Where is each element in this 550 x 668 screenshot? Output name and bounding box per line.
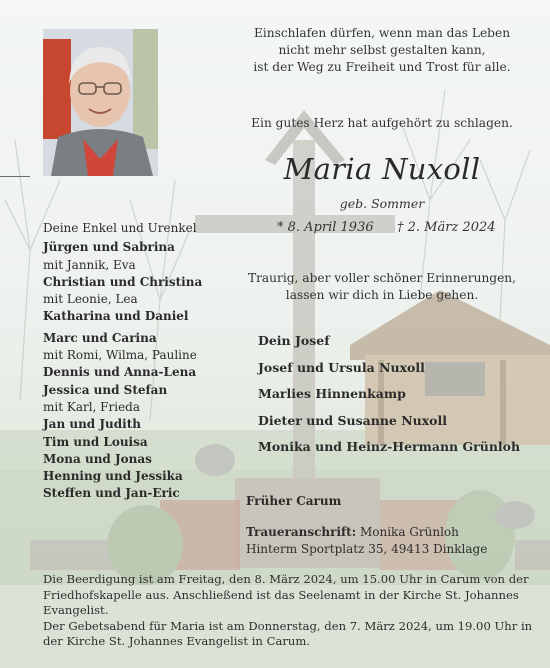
family-couple: Marc und Carina <box>43 330 157 345</box>
mourning-address <box>246 524 487 558</box>
right-family-line: Monika und Heinz-Hermann Grünloh <box>258 439 521 454</box>
family-couple: Tim und Louisa <box>43 434 148 449</box>
funeral-line: der Kirche St. Johannes Evangelist in Carum. <box>43 634 311 649</box>
family-children: mit Romi, Wilma, Pauline <box>43 348 197 363</box>
right-family-line: Marlies Hinnenkamp <box>258 386 406 401</box>
sorrow-line: lassen wir dich in Liebe gehen. <box>285 288 479 302</box>
family-children: mit Karl, Frieda <box>43 399 141 414</box>
sorrow-text <box>232 270 532 304</box>
sorrow-line: Traurig, aber voller schöner Erinnerungen, <box>247 271 517 285</box>
left-family-heading: Deine Enkel und Urenkel <box>43 221 197 235</box>
deceased-name: Maria Nuxoll <box>283 152 481 186</box>
left-divider-line <box>0 176 30 177</box>
family-couple: Steffen und Jan-Eric <box>43 486 180 501</box>
address-name: Monika Grünloh <box>359 525 459 539</box>
family-couple: Henning und Jessika <box>43 469 183 484</box>
family-couple: Jürgen und Sabrina <box>43 240 175 255</box>
right-family-line: Dieter und Susanne Nuxoll <box>258 412 448 428</box>
funeral-line: Die Beerdigung ist am Freitag, den 8. März 2024, um 15.00 Uhr in Carum von der <box>43 572 529 586</box>
family-children: mit Jannik, Eva <box>43 257 136 272</box>
death-date: † 2. März 2024 <box>397 220 496 235</box>
family-children: mit Leonie, Lea <box>43 292 138 307</box>
left-family-list <box>43 220 202 503</box>
portrait-photo <box>43 29 158 176</box>
family-couple: Dennis und Anna-Lena <box>43 365 197 380</box>
heart-line: Ein gutes Herz hat aufgehört zu schlagen. <box>251 116 513 130</box>
poem-line: ist der Weg zu Freiheit und Trost für alle. <box>253 60 511 74</box>
poem <box>232 25 532 76</box>
funeral-details <box>43 572 532 650</box>
family-couple: Mona und Jonas <box>43 451 152 466</box>
funeral-line: Evangelist. <box>43 603 109 618</box>
family-couple: Christian und Christina <box>43 274 203 289</box>
former-residence: Früher Carum <box>246 494 342 508</box>
family-couple: Katharina und Daniel <box>43 309 189 324</box>
funeral-line: Friedhofskapelle aus. Anschließend ist das Seelenamt in der Kirche St. Johannes <box>43 587 519 602</box>
birth-date: * 8. April 1936 <box>277 220 374 235</box>
right-family-line: Dein Josef <box>258 333 330 348</box>
family-couple: Jessica und Stefan <box>43 382 168 397</box>
poem-line: nicht mehr selbst gestalten kann, <box>278 43 486 57</box>
poem-line: Einschlafen dürfen, wenn man das Leben <box>253 26 511 40</box>
family-couple: Jan und Judith <box>43 417 141 432</box>
funeral-line: Der Gebetsabend für Maria ist am Donnerstag, den 7. März 2024, um 19.00 Uhr in <box>43 618 533 633</box>
address-street: Hinterm Sportplatz 35, 49413 Dinklage <box>246 542 488 556</box>
right-family-line: Josef und Ursula Nuxoll <box>258 359 425 375</box>
address-label: Traueranschrift: <box>246 525 357 539</box>
right-family-list <box>258 333 520 466</box>
birth-name: geb. Sommer <box>339 196 425 211</box>
